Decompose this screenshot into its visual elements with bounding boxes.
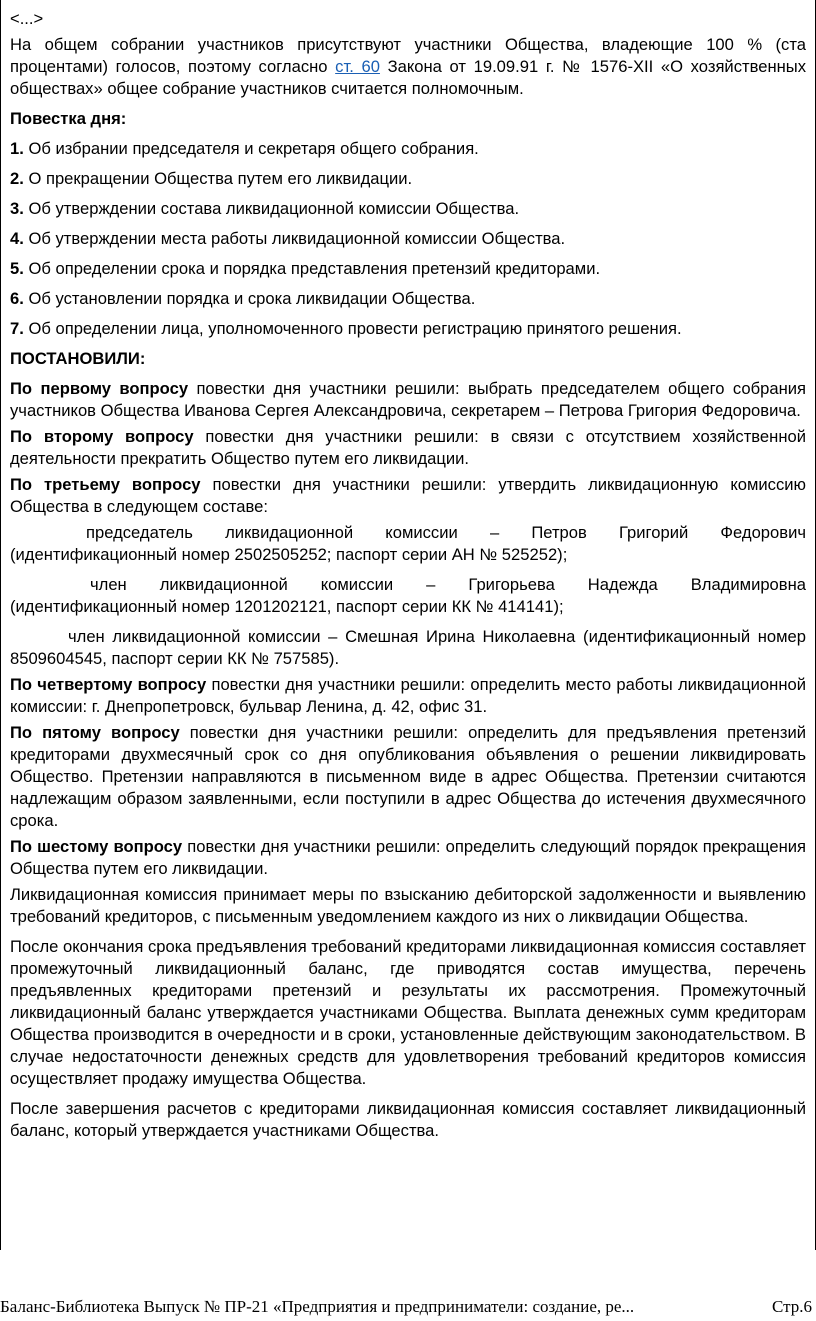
footer-source: Баланс-Библиотека Выпуск № ПР-21 «Предприятия и предприниматели: создание, ре... [0,1297,635,1316]
resolution-q4: По четвертому вопросу повестки дня участники решили: определить место работы ликвидационной комиссии: г. Днепропетровск, бульвар Ленина, д. 42, офис 31. [10,675,806,716]
law-article-link[interactable]: ст. 60 [335,57,380,76]
commission-member: член ликвидационной комиссии – Григорьева Надежда Владимировна (идентификационный номер 1201202121, паспорт серии КК № 414141); [10,575,806,616]
omission-marker: <...> [10,9,44,28]
agenda-item: 7. Об определении лица, уполномоченного провести регистрацию принятого решения. [10,319,682,338]
agenda-item: 1. Об избрании председателя и секретаря общего собрания. [10,139,479,158]
resolution-q6: По шестому вопросу повестки дня участники решили: определить следующий порядок прекращения Общества путем его ликвидации. [10,837,806,878]
resolution-q3: По третьему вопросу повестки дня участники решили: утвердить ликвидационную комиссию Общества в следующем составе: [10,475,806,516]
paragraph-final-balance: После завершения расчетов с кредиторами ликвидационная комиссия составляет ликвидационный баланс, который утверждается участниками Общества. [10,1099,806,1140]
commission-member-chair: председатель ликвидационной комиссии – Петров Григорий Федорович (идентификационный номер 2502505252; паспорт серии АН № 525252); [10,523,806,564]
agenda-item: 5. Об определении срока и порядка представления претензий кредиторами. [10,259,601,278]
resolution-q1: По первому вопросу повестки дня участники решили: выбрать председателем общего собрания участников Общества Иванова Сергея Александровича, секретарем – Петрова Григория Федоровича. [10,379,806,420]
resolution-q5: По пятому вопросу повестки дня участники решили: определить для предъявления претензий кредиторами двухмесячный срок со дня опубликования объявления о решении ликвидировать Общество. Претензии направляются в письменном виде в адрес Общества. Претензии считаются надлежащим образом заявленными, если поступили в адрес Общества до истечения двухмесячного срока. [10,723,806,830]
resolved-title: ПОСТАНОВИЛИ: [10,349,146,368]
agenda-title: Повестка дня: [10,109,127,128]
resolution-q2: По второму вопросу повестки дня участники решили: в связи с отсутствием хозяйственной деятельности прекратить Общество путем его ликвидации. [10,427,806,468]
agenda-item: 6. Об установлении порядка и срока ликвидации Общества. [10,289,476,308]
agenda-list [10,138,806,340]
paragraph-interim-balance: После окончания срока предъявления требований кредиторами ликвидационная комиссия составляет промежуточный ликвидационный баланс, где приводятся состав имущества, перечень предъявленных кредиторами претензий и результаты их рассмотрения. Промежуточный ликвидационный баланс утверждается участниками Общества. Выплата денежных сумм кредиторам Общества производится в очередности и в сроки, установленные действующим законодательством. В случае недостаточности денежных средств для удовлетворения требований кредиторов комиссия осуществляет продажу имущества Общества. [10,937,806,1088]
page-footer [0,1296,814,1318]
document-body [10,8,806,1150]
agenda-item: 2. О прекращении Общества путем его ликвидации. [10,169,413,188]
page-number: Стр.6 [771,1297,812,1316]
agenda-item: 4. Об утверждении места работы ликвидационной комиссии Общества. [10,229,566,248]
commission-member: член ликвидационной комиссии – Смешная Ирина Николаевна (идентификационный номер 8509604545, паспорт серии КК № 757585). [10,627,806,668]
paragraph-debt-collection: Ликвидационная комиссия принимает меры по взысканию дебиторской задолженности и выявлению требований кредиторов, с письменным уведомлением каждого из них о ликвидации Общества. [10,885,806,926]
agenda-item: 3. Об утверждении состава ликвидационной комиссии Общества. [10,199,520,218]
intro-paragraph: На общем собрании участников присутствуют участники Общества, владеющие 100 % (ста процентами) голосов, поэтому согласно ст. 60 Закона от 19.09.91 г. № 1576-XII «О хозяйственных обществах» общее собрание участников считается полномочным. [10,35,806,98]
